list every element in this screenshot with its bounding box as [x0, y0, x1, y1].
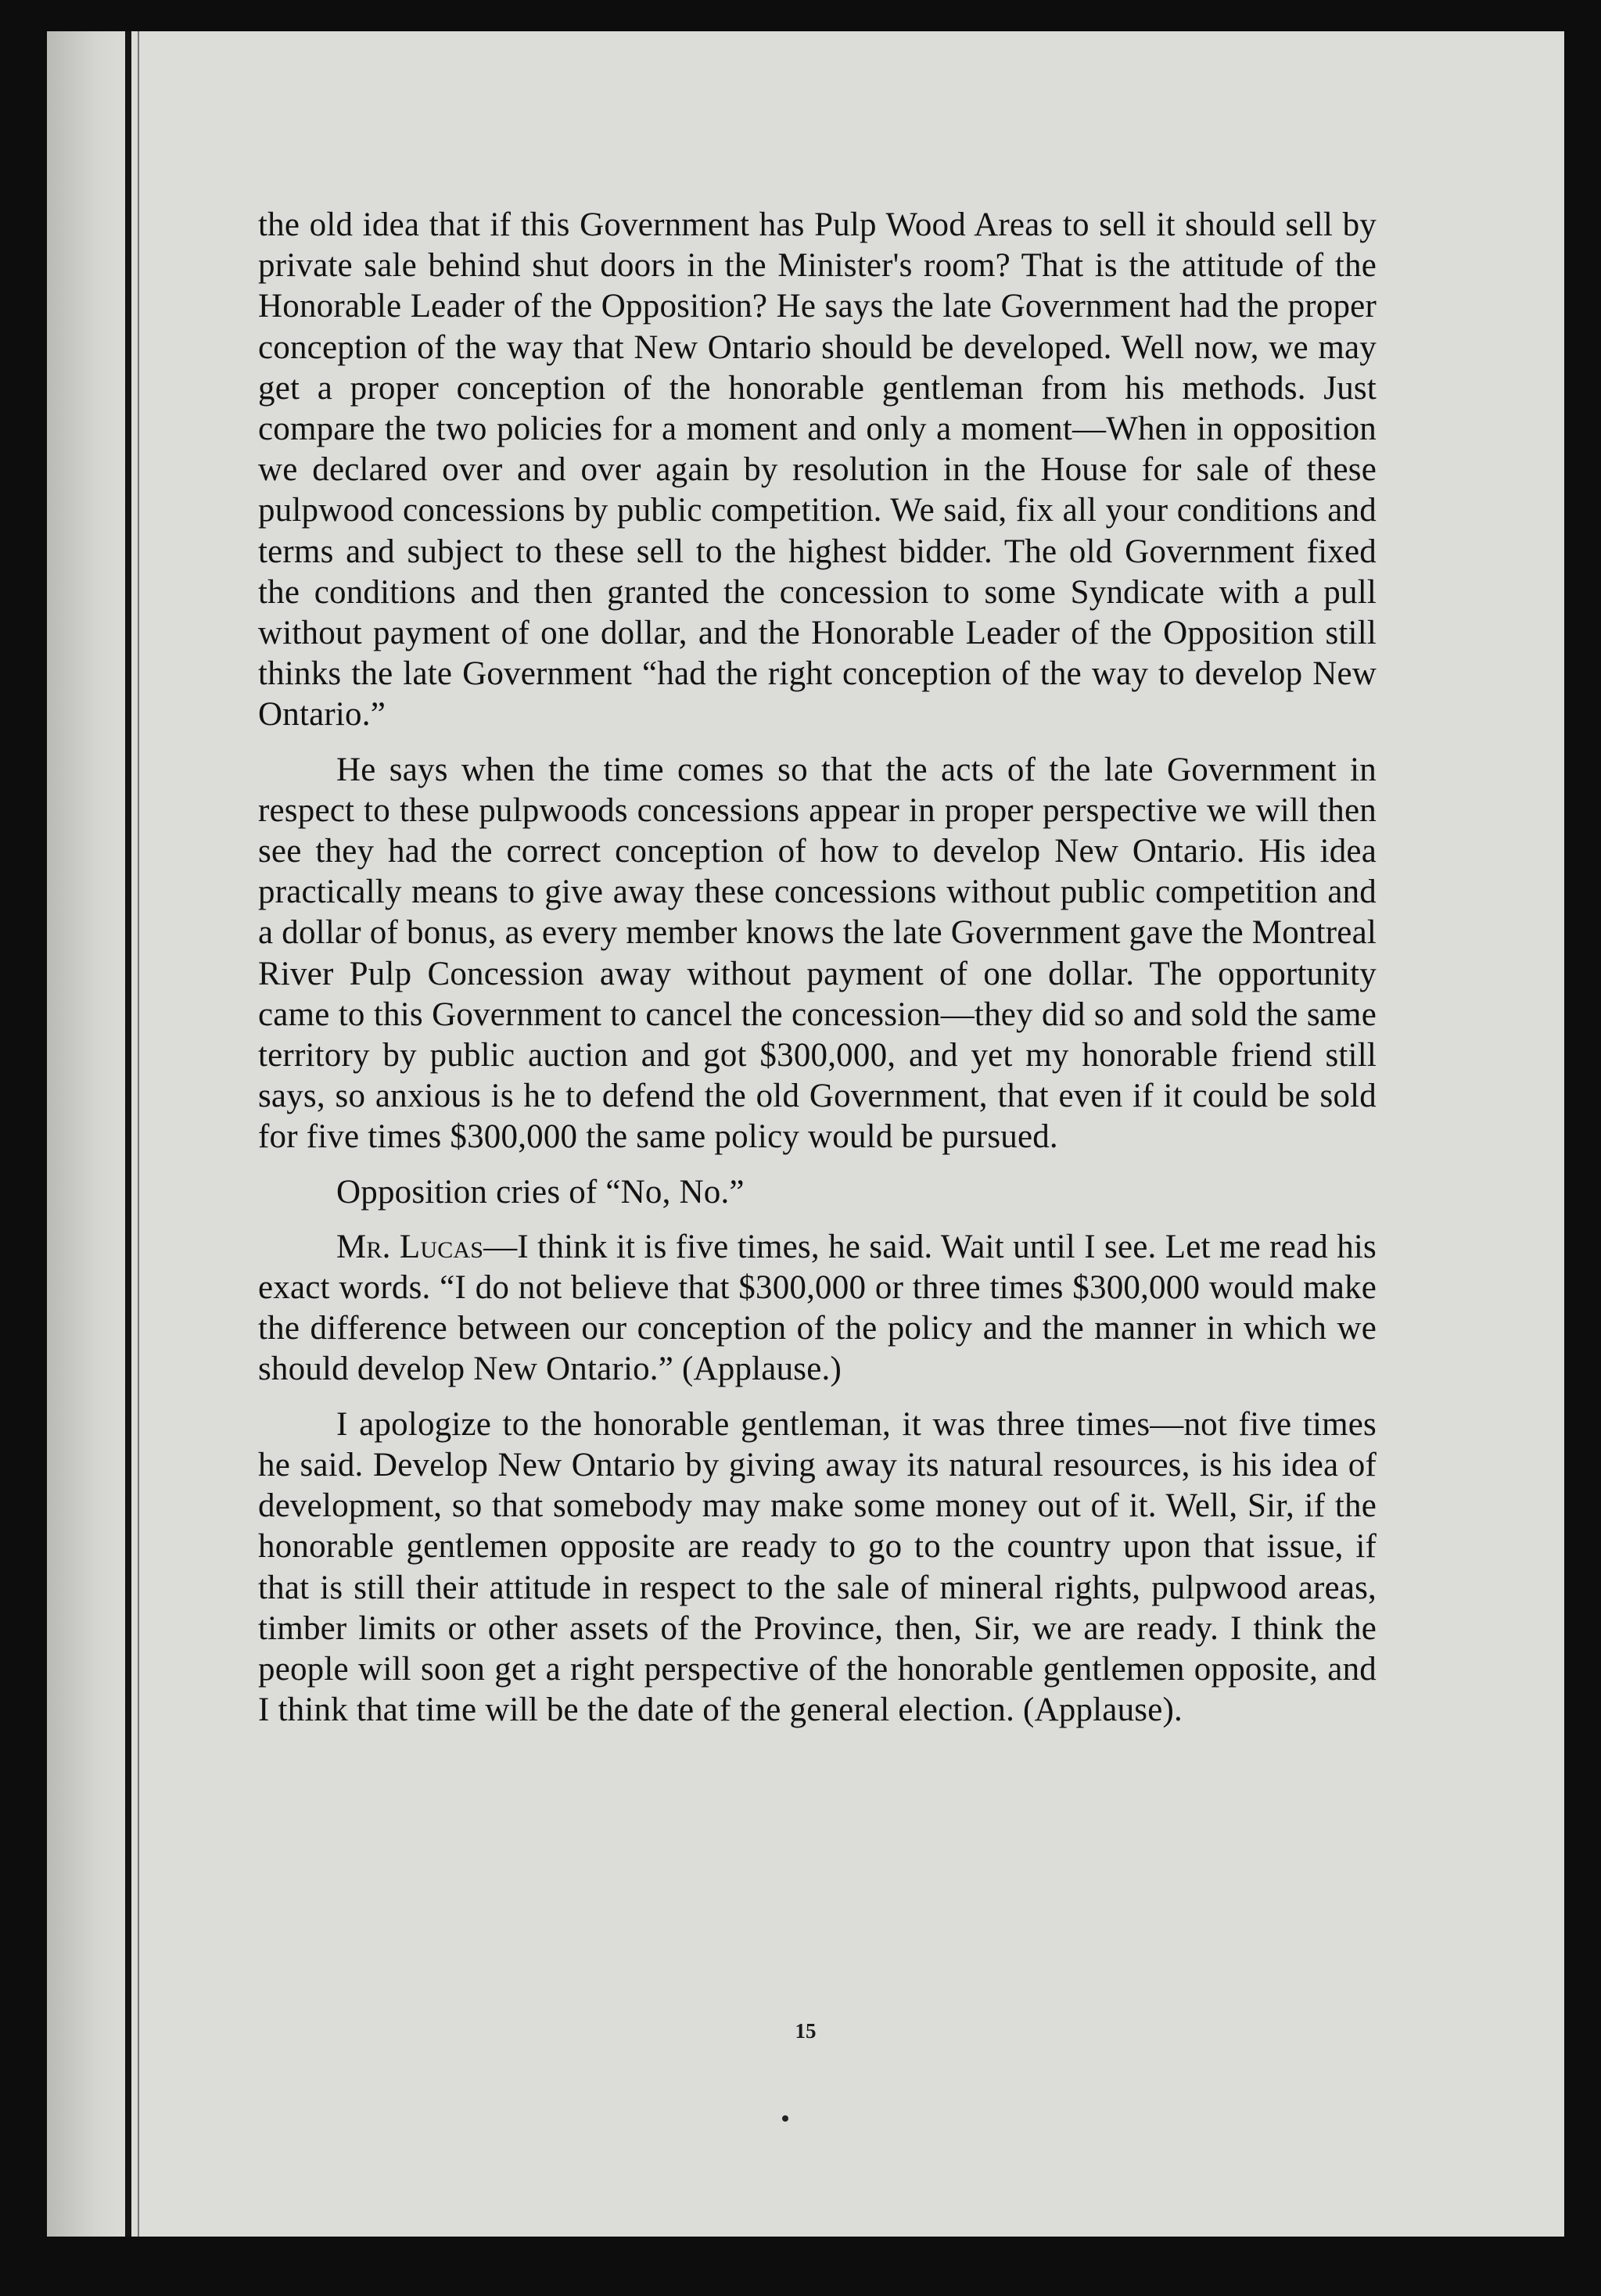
paragraph-2: He says when the time comes so that the acts of the late Government in respect to these pulpwoods concessions appear in proper perspective we will then see they had the correct conception of how to develop New Ontario. His idea practically means to give away these concessions without public competition and a dollar of bonus, as every member knows the late Government gave the Montreal River Pulp Concession away without payment of one dollar. The opportunity came to this Government to cancel the concession—they did so and sold the same territory by public auction and got $300,000, and yet my honorable friend still says, so anxious is he to defend the old Government, that even if it could be sold for five times $300,000 the same policy would be pursued. — [258, 751, 1377, 1156]
paragraph-1: the old idea that if this Government has Pulp Wood Areas to sell it should sell by private sale behind shut doors in the Minister's room? That is the attitude of the Honorable Leader of the Opposition? He says the late Government had the proper conception of the way that New Ontario should be developed. Well now, we may get a proper conception of the honorable gentleman from his methods. Just compare the two policies for a moment and only a moment—When in opposition we declared over and over again by resolution in the House for sale of these pulpwood concessions by public competition. We said, fix all your conditions and terms and subject to these sell to the highest bidder. The old Government fixed the conditions and then granted the concession to some Syndicate with a pull without payment of one dollar, and the Honorable Leader of the Opposition still thinks the late Government “had the right conception of the way to develop New Ontario.” — [258, 206, 1377, 734]
scan-speck — [782, 2115, 788, 2122]
page-number: 15 — [795, 2019, 817, 2043]
paragraph-5: I apologize to the honorable gentleman, it was three times—not five times he said. Develop New Ontario by giving away its natural resources, is his idea of development, so that somebody may make some money out of it. Well, Sir, if the honorable gentlemen opposite are ready to go to the country upon that issue, if that is still their attitude in respect to the sale of mineral rights, pulpwood areas, timber limits or other assets of the Province, then, Sir, we are ready. I think the people will soon get a right perspective of the honorable gentlemen opposite, and I think that time will be the date of the general election. (Applause). — [258, 1405, 1377, 1729]
gutter-shadow — [47, 31, 129, 2237]
paragraph-4-text: —I think it is five times, he said. Wait until I see. Let me read his exact words. “I do not believe that $300,000 or three times $300,000 would make the difference between our conception of the policy and the manner in which we should develop New Ontario.” (Applause.) — [258, 1228, 1377, 1388]
binding-line — [125, 31, 131, 2237]
paragraph-3: Opposition cries of “No, No.” — [336, 1173, 745, 1211]
document-page — [47, 31, 1564, 2237]
speaker-name: Mr. Lucas — [336, 1228, 484, 1265]
body-text — [258, 205, 1377, 1745]
paragraph-4 — [258, 1227, 1377, 1390]
binding-line-thin — [138, 31, 139, 2237]
